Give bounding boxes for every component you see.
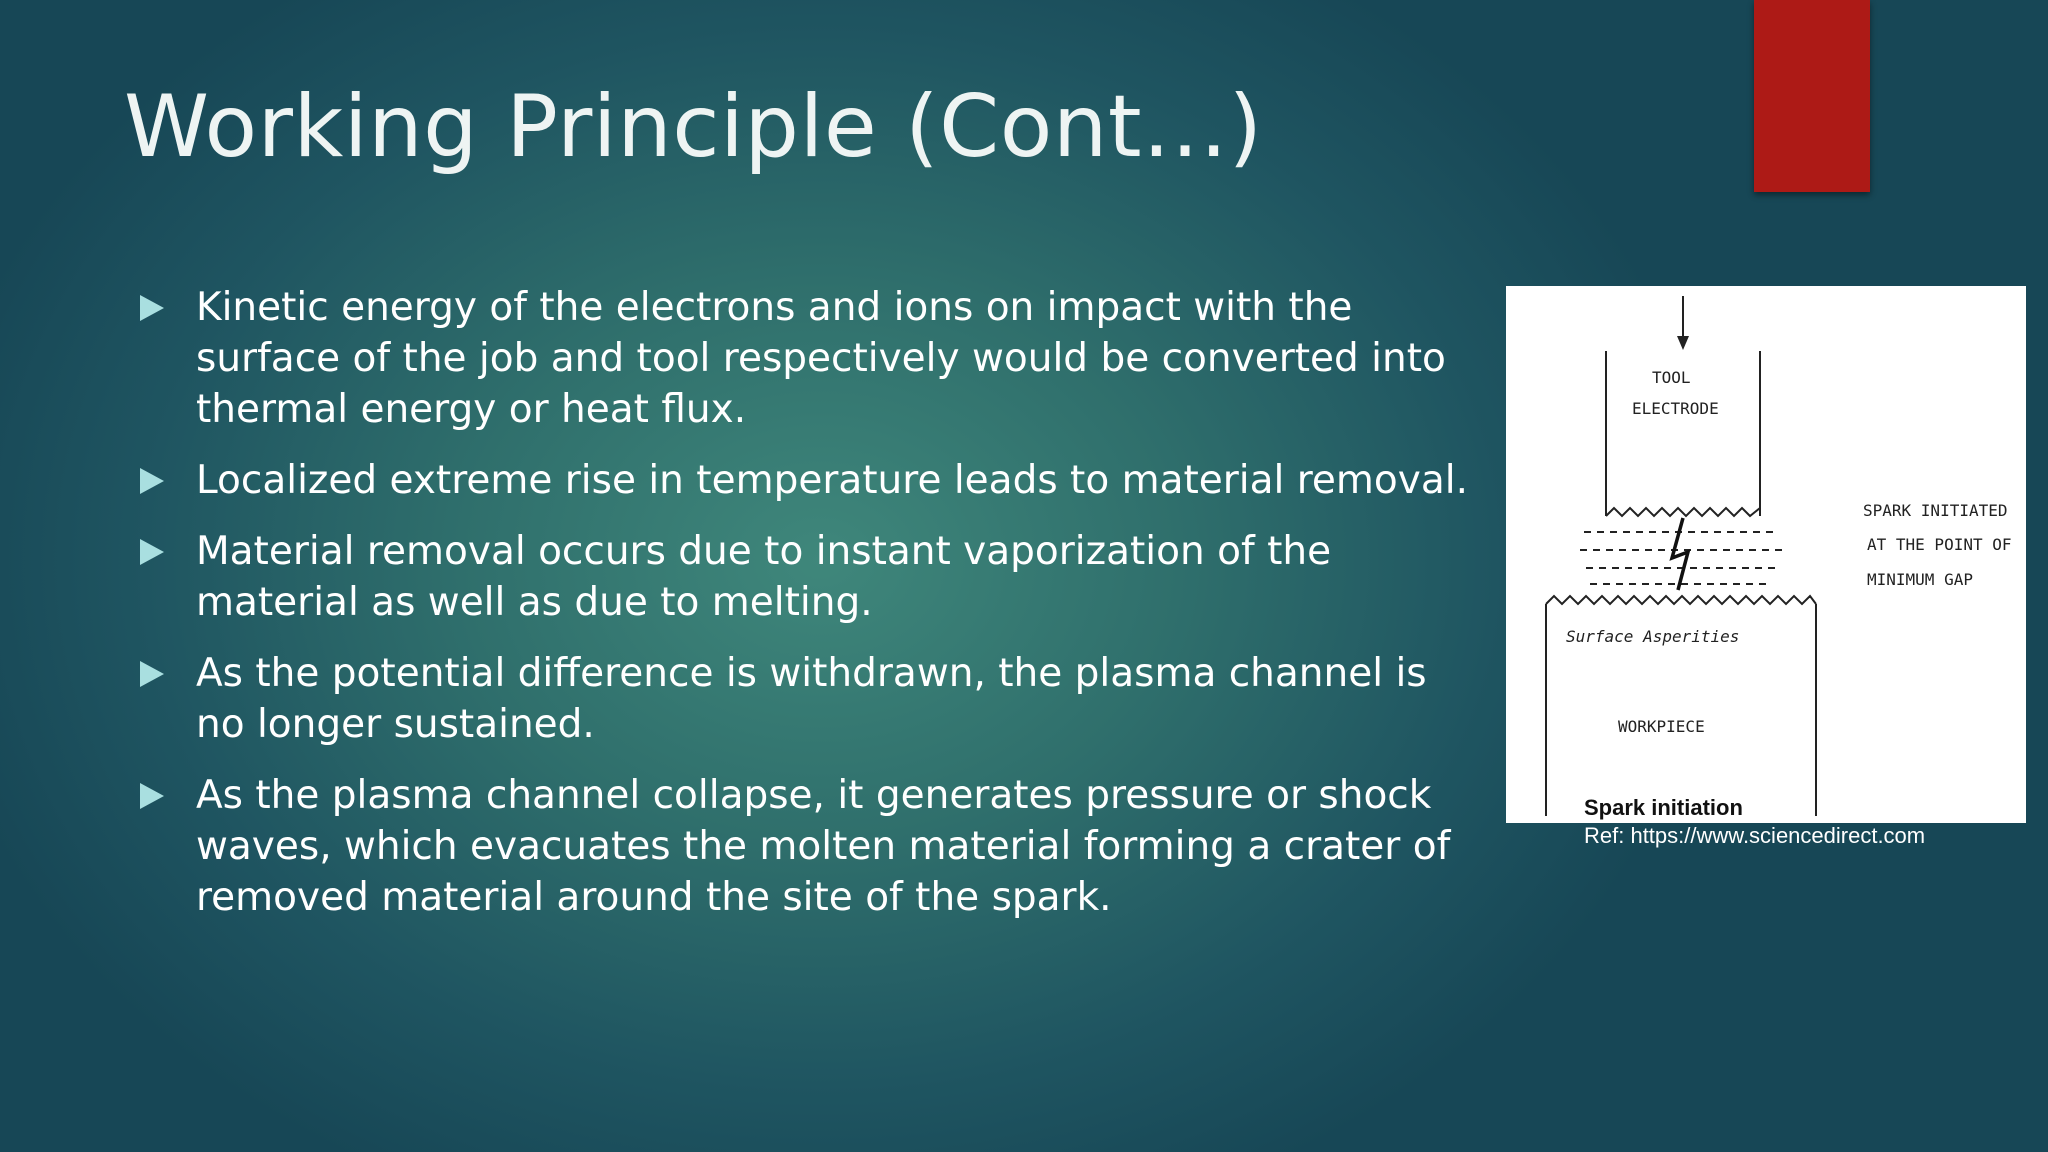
spark-label-line3: MINIMUM GAP [1867, 570, 1973, 589]
triangle-right-icon [140, 295, 164, 321]
workpiece-label: WORKPIECE [1618, 717, 1705, 736]
bullet-item [140, 526, 1480, 628]
down-arrow-icon [1677, 296, 1689, 350]
bullet-item [140, 648, 1480, 750]
triangle-right-icon [140, 468, 164, 494]
spark-icon [1672, 518, 1688, 590]
tool-label: TOOL [1652, 368, 1691, 387]
spark-initiation-diagram [1506, 286, 2026, 823]
triangle-right-icon [140, 539, 164, 565]
bullet-list [140, 282, 1480, 943]
accent-bar [1754, 0, 1870, 192]
triangle-right-icon [140, 661, 164, 687]
bullet-text: Material removal occurs due to instant vaporization of the material as well as due to melting. [196, 529, 1332, 625]
bullet-item [140, 455, 1480, 506]
slide-title: Working Principle (Cont…) [124, 77, 1263, 177]
bullet-text: As the potential difference is withdrawn, the plasma channel is no longer sustained. [196, 651, 1427, 747]
bullet-item [140, 282, 1480, 435]
asperities-label: Surface Asperities [1566, 627, 1740, 646]
bullet-text: Kinetic energy of the electrons and ions on impact with the surface of the job and tool respectively would be converted into thermal energy or heat flux. [196, 285, 1446, 432]
diagram-drawing [1506, 286, 2026, 823]
bullet-text: As the plasma channel collapse, it generates pressure or shock waves, which evacuates the molten material forming a crater of removed material around the site of the spark. [196, 773, 1451, 920]
caption-title: Spark initiation [1584, 795, 1743, 820]
spark-label-line2: AT THE POINT OF [1867, 535, 2012, 554]
bullet-text: Localized extreme rise in temperature leads to material removal. [196, 458, 1468, 503]
triangle-right-icon [140, 783, 164, 809]
reference-link-text: Ref: https://www.sciencedirect.com [1584, 823, 1926, 848]
bullet-item [140, 770, 1480, 923]
spark-label-line1: SPARK INITIATED [1863, 501, 2008, 520]
electrode-label: ELECTRODE [1632, 399, 1719, 418]
figure-caption [1584, 794, 1925, 850]
